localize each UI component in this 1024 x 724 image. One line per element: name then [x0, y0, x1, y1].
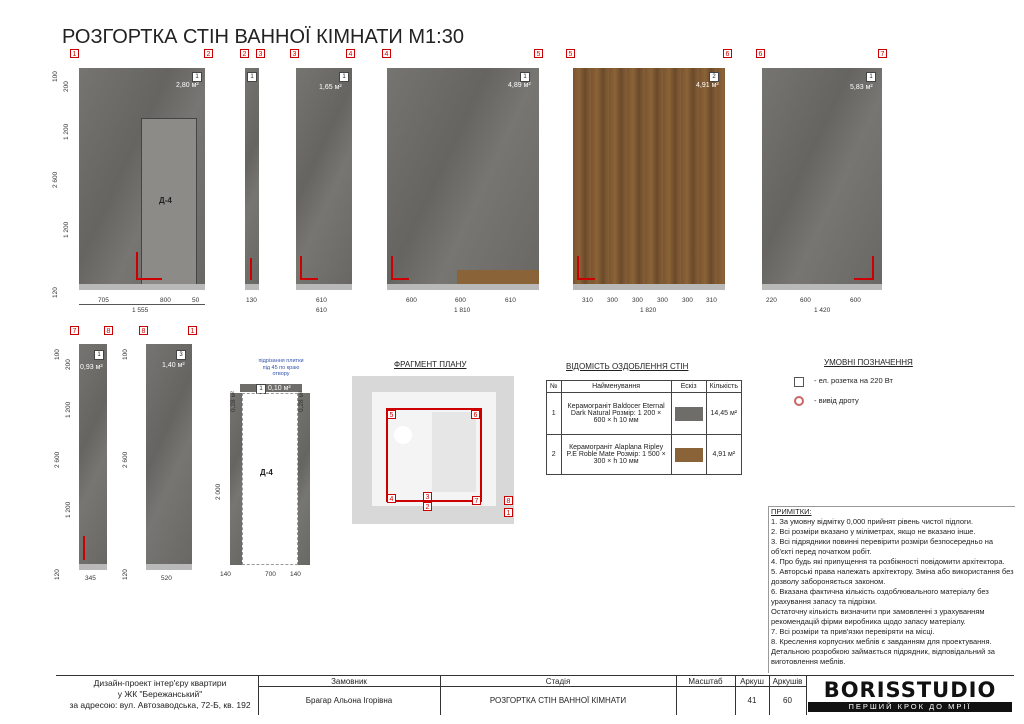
swatch-cell [671, 393, 706, 435]
floor-strip [387, 284, 539, 290]
wall-mark-start: 4 [382, 49, 391, 58]
dim-line [79, 304, 205, 305]
table-header: Кількість [706, 381, 741, 393]
notes-title: ПРИМІТКИ: [771, 507, 812, 516]
axis-arrow [250, 258, 252, 280]
height-dim: 1 200 [65, 501, 72, 518]
trim-note: підрізання плитки під 45 по краю отвору [258, 358, 304, 377]
wood-plinth [457, 270, 539, 284]
wall-mark-start: 1 [70, 49, 79, 58]
table-header-row [547, 381, 742, 393]
dim-total: 1 820 [640, 307, 657, 314]
note-line: 8. Креслення корпусних меблів є завданням для проектування. Детальною розробкою займається підрядник, відповідальний за виготовлення меблів. [771, 637, 995, 666]
legend-item: - ел. розетка на 220 Вт [814, 376, 893, 385]
tile-badge: 1 [520, 72, 530, 82]
plan-mark: 7 [472, 496, 481, 505]
wall-mark-start: 7 [70, 326, 79, 335]
tile-badge: 3 [176, 350, 186, 360]
dim-width: 140 [290, 571, 301, 578]
dim-width: 600 [455, 297, 466, 304]
wall-area: 1,40 м² [162, 362, 185, 369]
studio-logo [808, 678, 1012, 712]
height-dim: 1 200 [63, 123, 70, 140]
project-line: у ЖК "Бережанський" [117, 689, 203, 699]
axis-arrow [872, 256, 874, 280]
floor-strip [296, 284, 352, 290]
dim-width: 600 [406, 297, 417, 304]
plan-mark: 5 [387, 410, 396, 419]
dim-width: 50 [192, 297, 200, 304]
stamp-sheets: 60 [783, 696, 792, 705]
plan-shower [432, 412, 476, 492]
marble-tile-area [245, 68, 259, 284]
floor-strip [146, 564, 192, 570]
dim-total: 610 [316, 307, 327, 314]
note-line: 3. Всі підрядники повинні перевірити розміри безпосередньо на об'єкті перед початком робіт. [771, 537, 994, 556]
project-line: за адресою: вул. Автозаводська, 72-Б, кв. 192 [69, 700, 251, 710]
stamp-divider [806, 675, 807, 715]
jamb-right [298, 390, 310, 565]
plan-washbasin [394, 426, 412, 444]
table-header: № [547, 381, 562, 393]
wall-mark-start: 2 [240, 49, 249, 58]
height-dim: 200 [63, 81, 70, 92]
axis-arrow [391, 278, 409, 280]
swatch-cell [671, 435, 706, 475]
wall-area: 2,80 м² [176, 82, 199, 89]
axis-arrow [854, 278, 872, 280]
height-dim: 2 600 [52, 171, 59, 188]
plan-title: ФРАГМЕНТ ПЛАНУ [394, 360, 467, 369]
table-row [547, 435, 742, 475]
dim-width: 130 [246, 297, 257, 304]
wall-mark-start: 5 [566, 49, 575, 58]
jamb-area: 0,28 м² [230, 390, 237, 412]
wall-mark-end: 4 [346, 49, 355, 58]
tile-badge: 1 [247, 72, 257, 82]
dim-width: 610 [505, 297, 516, 304]
dim-width: 300 [657, 297, 668, 304]
height-dim: 2 600 [122, 451, 129, 468]
notes-block [768, 506, 1015, 673]
note-line: 4. Про будь які припущення та розбіжності повідомити архітектора. [771, 557, 1005, 566]
marble-swatch [675, 407, 703, 421]
wall-mark-end: 5 [534, 49, 543, 58]
table-cell: Керамограніт Baldocer Eternal Dark Natural Розмір: 1 200 × 600 × h 10 мм [561, 393, 671, 435]
dim-width: 520 [161, 575, 172, 582]
note-line: 7. Всі розміри та прив'язки перевіряти на місці. [771, 627, 935, 636]
dim-width: 600 [850, 297, 861, 304]
wall-mark-end: 2 [204, 49, 213, 58]
tile-badge: 2 [709, 72, 719, 82]
door-leaf [242, 393, 298, 565]
dim-width: 140 [220, 571, 231, 578]
height-dim: 120 [54, 569, 61, 580]
axis-arrow [391, 256, 393, 280]
tile-badge: 1 [192, 72, 202, 82]
table-row [547, 393, 742, 435]
finishes-title: ВІДОМІСТЬ ОЗДОБЛЕННЯ СТІН [566, 362, 689, 371]
height-dim: 1 200 [65, 401, 72, 418]
table-header: Ескіз [671, 381, 706, 393]
dim-width: 220 [766, 297, 777, 304]
wood-swatch [675, 448, 703, 462]
wall-mark-start: 8 [139, 326, 148, 335]
axis-arrow [136, 252, 138, 280]
wall-mark-start: 6 [756, 49, 765, 58]
lintel-area: 0,10 м² [268, 385, 291, 392]
tile-badge: 1 [94, 350, 104, 360]
table-cell: Керамограніт Alaplana Ripley P.E Roble Mate Розмір: 1 500 × 300 × h 10 мм [561, 435, 671, 475]
stamp-header-scale: Масштаб [688, 677, 723, 686]
plan-mark: 1 [504, 508, 513, 517]
table-cell: 1 [547, 393, 562, 435]
wall-mark-end: 8 [104, 326, 113, 335]
plan-mark: 2 [423, 502, 432, 511]
logo-text: BORISSTUDIO [823, 678, 997, 702]
plan-mark: 6 [471, 410, 480, 419]
wall-area: 4,91 м² [696, 82, 719, 89]
height-dim: 100 [54, 349, 61, 360]
wall-area: 0,93 м² [80, 364, 103, 371]
tile-badge: 1 [866, 72, 876, 82]
height-dim: 1 200 [63, 221, 70, 238]
legend-item: - вивід дроту [814, 396, 859, 405]
dim-width: 800 [160, 297, 171, 304]
wood-tile-area [573, 68, 725, 284]
dim-width: 600 [800, 297, 811, 304]
stamp-sheet: 41 [747, 696, 757, 705]
floor-strip [573, 284, 725, 290]
logo-slogan: ПЕРШИЙ КРОК ДО МРІЇ [808, 702, 1012, 712]
project-info [62, 678, 258, 711]
floor-strip [245, 284, 259, 290]
wall-mark-start: 3 [290, 49, 299, 58]
wall-area: 1,65 м² [319, 84, 342, 91]
stamp-header-sheets: Аркушів [772, 677, 803, 686]
axis-arrow [83, 536, 85, 560]
door-label: Д-4 [260, 468, 273, 477]
table-header: Найменування [561, 381, 671, 393]
note-line: 6. Вказана фактична кількість оздоблювального матеріалу без урахування запасу та підрізки. [771, 587, 989, 606]
axis-arrow [577, 278, 595, 280]
plan-mark: 8 [504, 496, 513, 505]
wall-area: 4,89 м² [508, 82, 531, 89]
dim-width: 705 [98, 297, 109, 304]
floor-strip [79, 564, 107, 570]
stamp-header-sheet: Аркуш [740, 677, 764, 686]
marble-tile-area [296, 68, 352, 284]
wall-mark-end: 6 [723, 49, 732, 58]
dim-width: 610 [316, 297, 327, 304]
height-dim: 120 [52, 287, 59, 298]
floor-strip [762, 284, 882, 290]
jamb-area: 0,28 м² [298, 390, 305, 412]
dim-width: 300 [682, 297, 693, 304]
dim-width: 310 [582, 297, 593, 304]
note-line: 2. Всі розміри вказано у міліметрах, якщо не вказано інше. [771, 527, 976, 536]
marble-tile-area [79, 344, 107, 564]
project-line: Дизайн-проект інтер'єру квартири [93, 678, 227, 688]
marble-tile-area [762, 68, 882, 284]
axis-arrow [300, 256, 302, 280]
jamb-left [230, 390, 242, 565]
socket-icon [794, 377, 804, 387]
legend-title: УМОВНІ ПОЗНАЧЕННЯ [824, 358, 913, 367]
stamp-divider [258, 686, 806, 687]
tile-badge: 1 [339, 72, 349, 82]
wire-outlet-icon [794, 396, 804, 406]
table-cell: 4,91 м² [706, 435, 741, 475]
table-cell: 2 [547, 435, 562, 475]
height-dim: 2 600 [54, 451, 61, 468]
door-label: Д-4 [159, 196, 172, 205]
axis-arrow [136, 278, 162, 280]
dim-width: 300 [632, 297, 643, 304]
dim-total: 1 555 [132, 307, 149, 314]
dim-total: 1 420 [814, 307, 831, 314]
wall-mark-end: 1 [188, 326, 197, 335]
floor-strip [79, 284, 205, 290]
dim-width: 300 [607, 297, 618, 304]
stamp-top-line [56, 675, 1014, 676]
marble-tile-area [146, 344, 192, 564]
finishes-table [546, 380, 742, 475]
note-line: 1. За умовну відмітку 0,000 прийнят рівень чистої підлоги. [771, 517, 974, 526]
wall-mark-end: 7 [878, 49, 887, 58]
dim-total: 1 810 [454, 307, 471, 314]
height-dim: 100 [52, 71, 59, 82]
stamp-client: Брагар Альона Ігорівна [305, 696, 393, 705]
axis-arrow [577, 256, 579, 280]
stamp-header-stage: Стадія [545, 677, 571, 686]
page-title: РОЗГОРТКА СТІН ВАННОЇ КІМНАТИ М1:30 [62, 26, 464, 48]
plan-mark: 4 [387, 494, 396, 503]
dim-width: 345 [85, 575, 96, 582]
stamp-header-client: Замовник [331, 677, 367, 686]
note-line: Остаточну кількість визначити при замовленні з урахуванням рекомендацій фірми виробника щодо запасу матеріалу. [771, 607, 985, 626]
note-line: 5. Авторські права належать архітектору. Зміна або використання без дозволу забороняється законом. [771, 567, 1014, 586]
height-dim: 100 [122, 349, 129, 360]
stamp-stage: РОЗГОРТКА СТІН ВАННОЇ КІМНАТИ [489, 696, 627, 705]
dim-width: 310 [706, 297, 717, 304]
wall-area: 5,83 м² [850, 84, 873, 91]
wall-mark-end: 3 [256, 49, 265, 58]
height-dim: 200 [65, 359, 72, 370]
plan-mark: 3 [423, 492, 432, 501]
height-dim: 120 [122, 569, 129, 580]
tile-badge: 1 [256, 384, 266, 394]
marble-tile-area [387, 68, 539, 284]
dim-width: 700 [265, 571, 276, 578]
height-dim: 2 000 [215, 483, 222, 500]
table-cell: 14,45 м² [706, 393, 741, 435]
axis-arrow [300, 278, 318, 280]
